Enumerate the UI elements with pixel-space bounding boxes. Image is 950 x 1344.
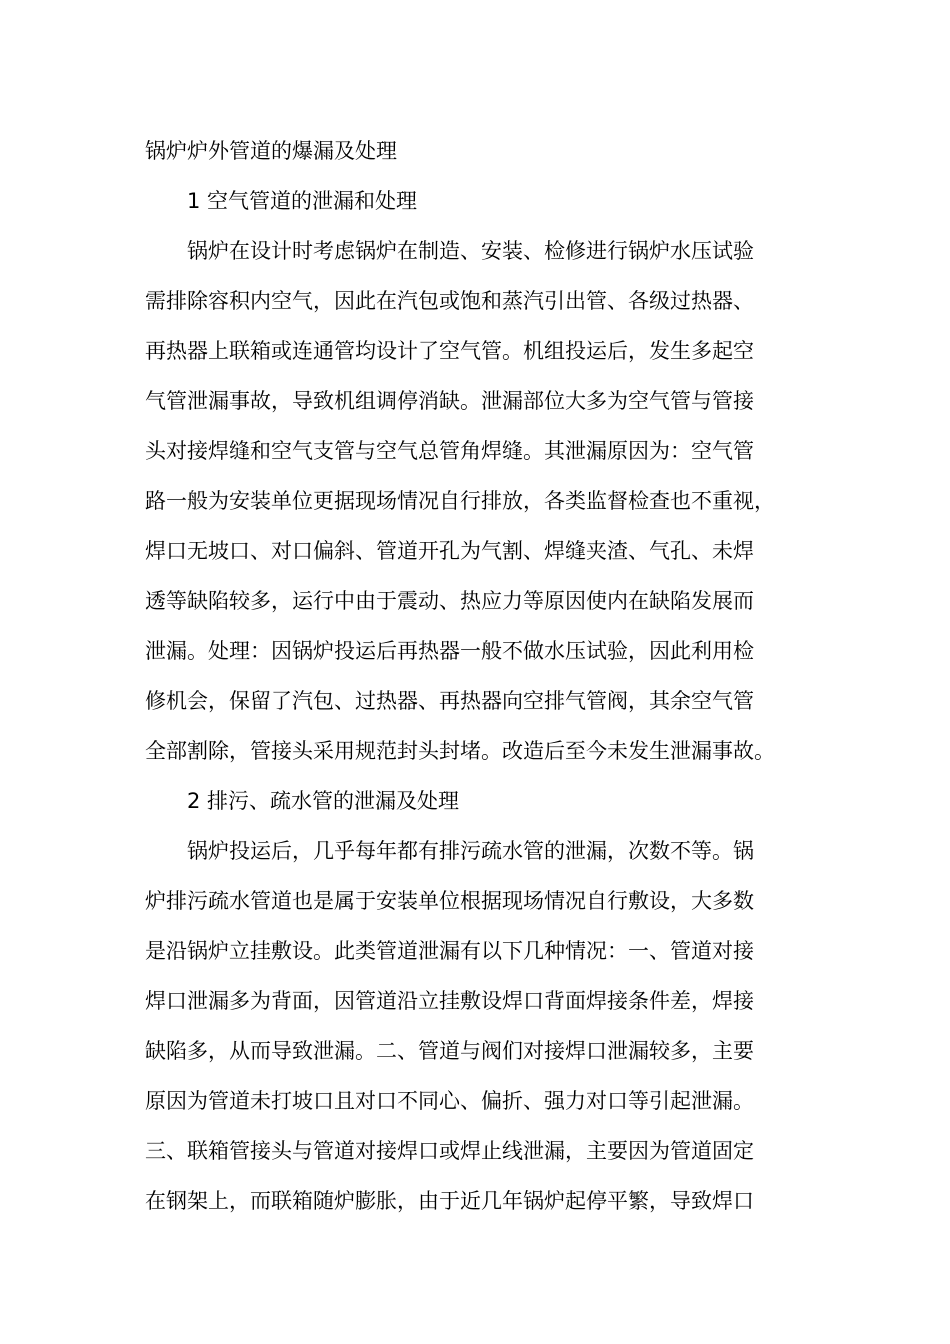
paragraph-line: 锅炉投运后，几乎每年都有排污疏水管的泄漏，次数不等。锅 [187,839,754,863]
paragraph-line: 焊口无坡口、对口偏斜、管道开孔为气割、焊缝夹渣、气孔、未焊 [145,539,754,563]
paragraph-line: 全部割除，管接头采用规范封头封堵。改造后至今未发生泄漏事故。 [145,739,775,763]
section-paragraph [145,826,815,1226]
paragraph-line: 再热器上联箱或连通管均设计了空气管。机组投运后，发生多起空 [145,339,754,363]
paragraph-line: 缺陷多，从而导致泄漏。二、管道与阀们对接焊口泄漏较多，主要 [145,1039,754,1063]
paragraph-line: 修机会，保留了汽包、过热器、再热器向空排气管阀，其余空气管 [145,689,754,713]
document-body [145,126,815,1226]
paragraph-line: 锅炉在设计时考虑锅炉在制造、安装、检修进行锅炉水压试验 [187,239,754,263]
paragraph-line: 需排除容积内空气，因此在汽包或饱和蒸汽引出管、各级过热器、 [145,289,754,313]
paragraph-line: 路一般为安装单位更据现场情况自行排放，各类监督检查也不重视， [145,489,775,513]
document-title: 锅炉炉外管道的爆漏及处理 [145,139,397,163]
paragraph-line: 原因为管道未打坡口且对口不同心、偏折、强力对口等引起泄漏。 [145,1089,754,1113]
paragraph-line: 气管泄漏事故，导致机组调停消缺。泄漏部位大多为空气管与管接 [145,389,754,413]
paragraph-line: 头对接焊缝和空气支管与空气总管角焊缝。其泄漏原因为：空气管 [145,439,754,463]
section-heading: 1 空气管道的泄漏和处理 [187,189,418,213]
paragraph-line: 透等缺陷较多，运行中由于震动、热应力等原因使内在缺陷发展而 [145,589,754,613]
paragraph-line: 在钢架上，而联箱随炉膨胀，由于近几年锅炉起停平繁，导致焊口 [145,1189,754,1213]
section-heading: 2 排污、疏水管的泄漏及处理 [187,789,460,813]
paragraph-line: 泄漏。处理：因锅炉投运后再热器一般不做水压试验，因此利用检 [145,639,754,663]
paragraph-line: 是沿锅炉立挂敷设。此类管道泄漏有以下几种情况：一、管道对接 [145,939,754,963]
paragraph-line: 炉排污疏水管道也是属于安装单位根据现场情况自行敷设，大多数 [145,889,754,913]
paragraph-line: 三、联箱管接头与管道对接焊口或焊止线泄漏，主要因为管道固定 [145,1139,754,1163]
paragraph-line: 焊口泄漏多为背面，因管道沿立挂敷设焊口背面焊接条件差，焊接 [145,989,754,1013]
section-paragraph [145,226,815,776]
